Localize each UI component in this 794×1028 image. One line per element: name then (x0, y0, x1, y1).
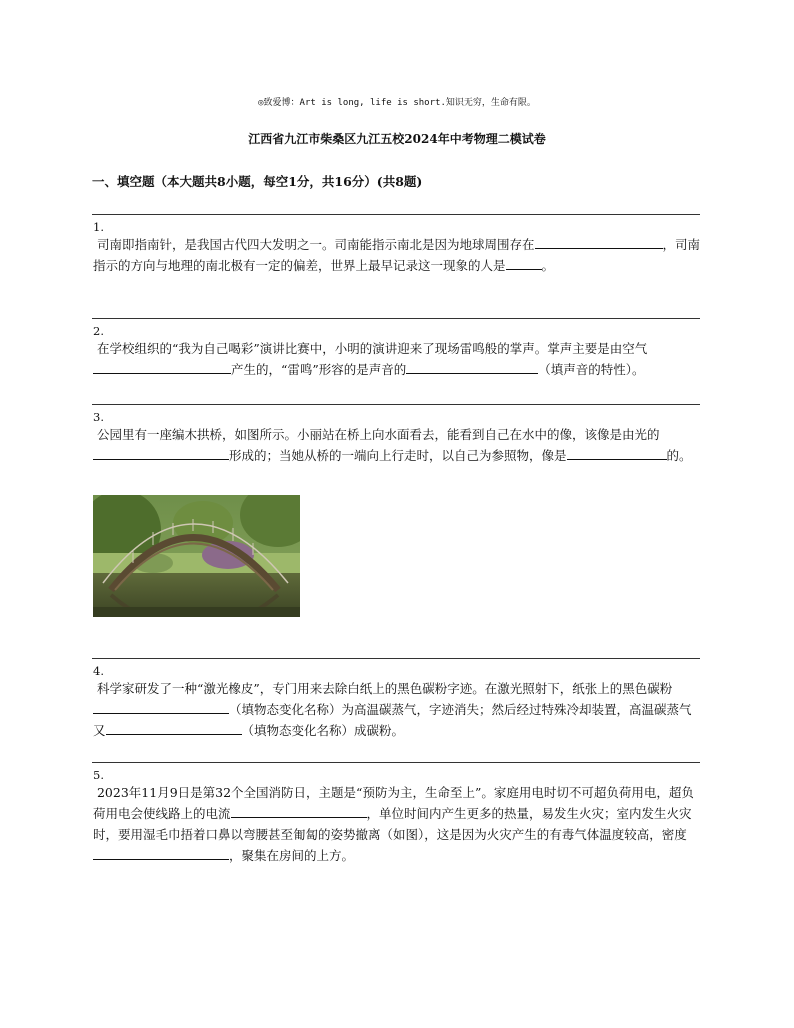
question-divider (92, 658, 700, 659)
question-text-part: 形成的；当她从桥的一端向上行走时，以自己为参照物，像是 (229, 448, 567, 463)
question-divider (92, 318, 700, 319)
answer-blank[interactable] (93, 445, 229, 460)
answer-blank[interactable] (93, 359, 231, 374)
question-divider (92, 404, 700, 405)
question-number: 5. (93, 768, 104, 782)
question-text-part: 2023年11月9日是第32个全国消防日，主题是“预防为主，生命至上”。家庭用电时切不可超负荷用电，超负荷用电会使线路上的电流 (93, 785, 694, 821)
section-heading: 一、填空题（本大题共8小题，每空1分，共16分）(共8题) (92, 174, 423, 189)
question-text-part: 在学校组织的“我为自己喝彩”演讲比赛中，小明的演讲迎来了现场雷鸣般的掌声。掌声主要是由空气 (96, 341, 648, 356)
question-text-part: 产生的，“雷鸣”形容的是声音的 (231, 362, 407, 377)
question-text-part: （填物态变化名称）成碳粉。 (241, 723, 405, 738)
answer-blank[interactable] (535, 234, 663, 249)
arch-bridge-image (93, 495, 300, 617)
answer-blank[interactable] (567, 445, 667, 460)
question-text-part: （填物态变化名称）为高温碳蒸气，字迹消失；然后经过特殊冷却装置，高温碳蒸气又 (93, 702, 692, 738)
question-text (93, 338, 701, 380)
question-text (93, 782, 701, 866)
question-text-part: （填声音的特性）。 (538, 362, 645, 377)
answer-blank[interactable] (506, 255, 542, 270)
question-divider (92, 762, 700, 763)
header-motto: ◎致爱博：Art is long, life is short.知识无穷，生命有限。 (258, 98, 536, 108)
question-text-part: ，单位时间内产生更多的热量，易发生火灾；室内发生火灾时，要用湿毛巾捂着口鼻以弯腰甚至匍匐的姿势撤离（如图），这是因为火灾产生的有毒气体温度较高，密度 (93, 806, 692, 842)
question-text-part: 科学家研发了一种“激光橡皮”，专门用来去除白纸上的黑色碳粉字迹。在激光照射下，纸张上的黑色碳粉 (96, 681, 673, 696)
question-number: 1. (93, 220, 104, 234)
question-number: 3. (93, 410, 104, 424)
question-text-part: ，司南指示的方向与地理的南北极有一定的偏差，世界上最早记录这一现象的人是 (93, 237, 701, 273)
question-text (93, 678, 701, 741)
question-text-part: 公园里有一座编木拱桥，如图所示。小丽站在桥上向水面看去，能看到自己在水中的像，该像是由光的 (96, 427, 660, 442)
question-number: 2. (93, 324, 104, 338)
question-divider (92, 214, 700, 215)
question-text-part: 的。 (666, 448, 692, 463)
answer-blank[interactable] (231, 803, 367, 818)
question-text-part: 。 (541, 258, 555, 273)
question-number: 4. (93, 664, 104, 678)
answer-blank[interactable] (106, 720, 242, 735)
answer-blank[interactable] (406, 359, 538, 374)
answer-blank[interactable] (93, 845, 229, 860)
exam-title: 江西省九江市柴桑区九江五校2024年中考物理二模试卷 (248, 132, 546, 146)
question-text (93, 424, 701, 466)
answer-blank[interactable] (93, 699, 229, 714)
question-text (93, 234, 701, 276)
question-text-part: ，聚集在房间的上方。 (229, 848, 355, 863)
arch-bridge-photo (93, 495, 300, 617)
question-text-part: 司南即指南针，是我国古代四大发明之一。司南能指示南北是因为地球周围存在 (96, 237, 535, 252)
